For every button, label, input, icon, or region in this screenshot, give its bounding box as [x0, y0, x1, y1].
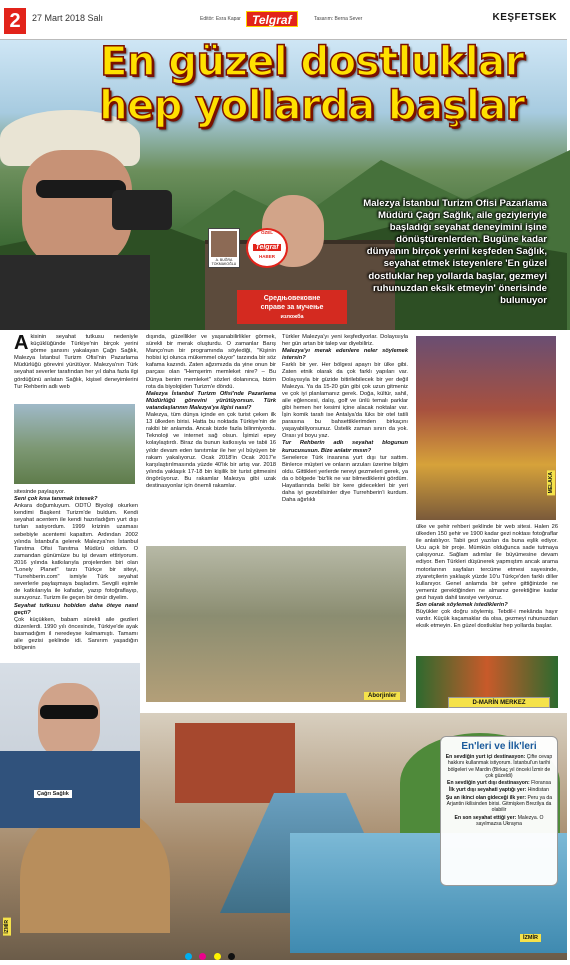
medieval-label: MEDIEVAL: [257, 330, 298, 339]
column-1-bottom-text: sitesinde paylaşıyor.: [14, 489, 66, 495]
column-4-text: ülke ve şehir rehberi şeklinde bir web sitesi. Halen 26 ülkeden 150 şehir ve 1900 kadar gezi noktası fotoğraflar ile anlatılıyor. Tabii gezi yazıları da buna eşlik ediyor. Ucu açık bir proje. Mümkün olduğunca sade tutmaya çalışıyoruz. Sağlam adımlar ile büyümesine devam ediyor. Ben Türkleri düşünerek yapmıştım ancak arama motorlarının sayfaları tercüme etmesi sayesinde, ziyaretçilerin yaklaşık yüzde 10'u Türkçe'den farklı diller kullanıyor. Genel anlamda bir şehre gittiğinizde ne yemeniz gerektiğinden ne almanız gerektiğine kadar gezi hayatı dahil tavsiye veriyoruz.: [416, 524, 558, 601]
infobox-item-label: En sevdiğin yurt içi destinasyon:: [445, 754, 526, 760]
magenta-dot-icon: [199, 953, 206, 960]
author-name: A. BUĞRA TOKMAKOĞLU: [211, 258, 237, 266]
infobox-item: [445, 754, 553, 779]
telgraf-logo: Telgraf: [246, 11, 298, 27]
cagri-caption: Çağrı Sağlık: [34, 790, 72, 798]
camera-icon: [112, 190, 172, 230]
section-title: KEŞFETSEK: [492, 12, 557, 23]
infobox-item-text: Malezya. O sayılmazsa Ukrayna: [476, 814, 544, 827]
yellow-dot-icon: [214, 953, 221, 960]
infobox-item: [445, 787, 553, 793]
page-header: [0, 0, 567, 40]
infobox-item-label: Şu an ikinci olan gideceği ilk yer:: [445, 794, 527, 801]
melaka-caption: MELAKA: [548, 472, 554, 494]
infobox-item-text: Peru ya da Arjantin ikilisinden birisi. Gitmişken Brezilya da olabilir: [446, 794, 553, 814]
author-byline: [208, 228, 240, 268]
page-headline: [62, 40, 562, 128]
print-registration-marks: [185, 947, 238, 965]
infobox-item-label: En son seyahat ettiği yer:: [454, 814, 517, 821]
melaka-photo: [416, 336, 556, 520]
infobox-item: [445, 780, 553, 786]
cyan-dot-icon: [185, 953, 192, 960]
column-4: [416, 524, 558, 630]
column-3: [282, 334, 408, 504]
exclusive-badge-logo: Telgraf: [255, 244, 279, 251]
issue-date: 27 Mart 2018 Salı: [32, 13, 104, 23]
izmir-caption-right: İZMİR: [520, 934, 541, 942]
infobox-title: En'leri ve İlk'leri: [461, 741, 537, 752]
column-2-text: dışında, güzellikler ve yaşanabilirlikler görmek, sürekli bir merak oluşturdu. O zamanlar Barış Manço'nun bir programında söylediği, "Kişinin hobisi içi olunca mükemmel oluyor" tarzında bir söz kafama kazındı. Zaten ağzımızda da yine onun bir parçası olan "Hemşerim memleket nire? – Bu Dünya benim memleket" sözleri dolanınca, bizim rota da biyolojiden Turizm'e döndü.: [146, 334, 276, 390]
infobox-item: [445, 795, 553, 814]
infobox-item-text: Floransa: [531, 780, 551, 787]
answer-2: Çok küçükken, babam sürekli aile gezileri düzenlerdi. 1990 yılı öncesinde, Türkiye'de ayak basmadığım il neredeyse kalmamıştı. Tamamı aile gezisi şeklinde idi. Sanırım yaşadığın bölgenin: [14, 616, 138, 652]
smiling-man-photo: [14, 404, 135, 484]
column-2: [146, 334, 276, 490]
headline-line-1: En güzel dostluklar: [100, 39, 524, 85]
column-3-text: Türkler Malezya'yı yeni keşfediyorlar. Dolayısıyla her gün artan bir talep var diyebiliriz.: [282, 334, 408, 348]
sign-line-2: справе за мучење: [260, 304, 324, 311]
infobox-item-text: Çifte cevap hakkını kullanmak istiyorum. İstanbul'un tarihi bölgeleri ve Mardin (Birkaç yıl önceki İzmir de çok güzeldi): [447, 754, 553, 779]
headline-line-2: hep yollarda başlar: [99, 83, 525, 129]
portrait-sunglasses: [40, 705, 98, 719]
column-1-top-text: kisinin seyahat tutkusu nedeniyle küçüklüğünde Türkiye'nin birçok yerini görme şansını yakalayan Çağrı Sağlık, Malezya İstanbul Turizm Ofisi'nin Pazarlama Müdürlüğü görevini yürütüyor. Malezya'nın Türk seyahat severler tarafından her yıl daha fazla ilgi gördüğünü anlatan Sağlık, kişisel deneyimlerini Tur Rehberin adlı web: [14, 334, 138, 390]
pillory-sign: [237, 290, 347, 324]
question-4: Malezya'yı merak edenlere neler söylemek istersin?: [282, 348, 408, 362]
question-2: Seyahat tutkusu hobiden daha öteye nasıl geçti?: [14, 602, 138, 616]
question-5: Tur Rehberin adlı seyahat blogunun kurucususun. Bize anlatır mısın?: [282, 440, 408, 454]
column-1-top: [14, 334, 138, 391]
answer-3: Malezya, tüm dünya içinde en çok turist çeken ilk 13 ülkeden birisi. Hatta bu noktada Türkiye'nin de rakibi bir anlamda. Ancak bizde fazla bilinmiyordu. Teknoloji ve internet sağ olsun. İşimizi epey kolaylaştırdı. Biraz da bunun katkısıyla ve tabii 16 yıldır devam eden tanıtımlar ile her yıl büyüyen bir rakam yakalıyoruz. Ocak 2018'in Ocak 2017'e karşılaştırılmasında yüzde 40'lık bir artış var. 2018 yılında yaklaşık 17-18 bin kişilik bir turist gitmesini öngörüyoruz. Bu rakamlar Malezya gibi uzak destinasyonlar için önemli rakamlar.: [146, 412, 276, 489]
aborigines-caption: Aborjinler: [364, 692, 400, 700]
izmir-caption-left: İZMİR: [4, 920, 10, 934]
question-3: Malezya İstanbul Turizm Ofisi'nde Pazarlama Müdürlüğü görevini yürütüyorsun. Türk vatandaşlarının Malezya'ya ilgisi nasıl?: [146, 390, 276, 411]
sign-line-1: Средњовековне: [263, 295, 321, 302]
infobox-item-label: İlk yurt dışı seyahati yaptığı yer:: [449, 787, 527, 794]
collage-house: [175, 723, 295, 803]
answer-5: Senelerce Türk insanına yurt dışı tur sattım. Binlerce müşteri ve onların arzuları üzerine bilgim oldu. Gittikleri yerlerde nereyi gezmeleri gerek, ya da o bölgede 'biz'lik ne var bilmediklerini gördüm. Hayatlarında belki bir kere gidecekleri bir yeri daha iyi gezebilsinler diye Turrehberin'i kurdum. Daha ağırlıklı: [282, 454, 408, 504]
page-number: 2: [4, 8, 26, 34]
exclusive-badge-top: ÖZEL: [261, 230, 273, 235]
editor-credit: Editör: Esra Kapar: [200, 16, 241, 22]
exclusive-badge-bottom: HABER: [258, 254, 275, 259]
infobox-item: [445, 815, 553, 828]
sign-line-3: изложба: [280, 314, 304, 320]
drop-cap: A: [14, 332, 29, 354]
answer-1: Ankara doğumluyum. ODTÜ Biyoloji okurken kendimi Başkent Turizm'de buldum. Kendi seyahat acentem ile kendi hazırladığım yurt dışı turları satıyordum. 1999 krizinin uzaması sebebiyle acentemi kapattım. Ardından 2002 yılında İstanbul'a gelerek Malezya'nın İstanbul Tanıtma Ofisi Tanıtma Müdürü oldum. O zamandan günümüze bu işi devam ettiriyorum. 2016 yılında katkılarıyla projelerden biri olan "Lonely Planet" tarzı Türkçe bir siteyi, "Turrehberin.com" ismiyle Türk seyahat severlerle paylaşmaya başladım. Sevgili eşimle de katkılarıyla ile kafadar, yazıp fotoğraflayıp, sunuyoruz. Turizm ile geçen bir ömür diyelim.: [14, 503, 138, 602]
photographer-shirt: [0, 255, 150, 330]
question-6: Son olarak söylemek istediklerin?: [416, 602, 508, 609]
firsts-and-bests-box: [440, 736, 558, 886]
answer-6: Büyükler çok doğru söylemiş. Tebdil-i mekânda hayır vardır. Küçük kaçamaklar da olsa, gezmeyi ruhunuzdan eksik etmeyin. En güzel dostluklar hep yollarda başlar.: [416, 609, 558, 630]
author-photo: [211, 231, 237, 257]
infobox-item-label: En sevdiğin yurt dışı destinasyon:: [447, 780, 530, 787]
intro-text: Malezya İstanbul Turizm Ofisi Pazarlama Müdürü Çağrı Sağlık, aile geziyleriyle başladığı seyahat deneyimini işine dönüştürenlerden. Bugüne kadar dünyanın birçok yerini keşfeden Sağlık, seyahat etmek isteyenlere 'En güzel dostluklar hep yollarda başlar, gezmeyi ruhunuzdan eksik etmeyin' önerisinde bulunuyor: [363, 198, 547, 306]
cagri-saglik-photo: [0, 663, 140, 828]
aborigines-group-photo: [146, 546, 406, 702]
column-1-bottom: [14, 489, 138, 652]
designer-credit: Tasarım: Berna Sever: [314, 16, 363, 22]
portrait-face: [38, 683, 100, 761]
dmarin-caption: D-MARİN MERKEZ: [448, 697, 550, 708]
infobox-item-text: Hindistan: [527, 787, 549, 794]
answer-4: Farklı bir yer. Her bölgesi apayrı bir ülke gibi. Zaten etnik olarak da çok farklı yapıları var. Dolayısıyla bir güzide bitirilebilecek bir yer değil Malezya. Ya da 15-20 gün gibi çok uzun gitmeniz ve çok iyi planlamanız gerek. Doğa, kültür, sahil, aile eğlencesi, dalış, golf ve ünlü temalı parklar gibi hemen her kesimi içine alacak noktalar var. İşin komik tarafı ise Antalya'da lüks bir otel tatili parasına bu bahsettiklerimden birkaçını yaşayabiliyorsunuz. Üstelik zaman sınırı da yok. Orası yıl boyu yaz.: [282, 362, 408, 440]
question-1: Seni çok kısa tanımak istesek?: [14, 496, 98, 503]
exclusive-badge: [246, 228, 288, 268]
black-dot-icon: [228, 953, 235, 960]
